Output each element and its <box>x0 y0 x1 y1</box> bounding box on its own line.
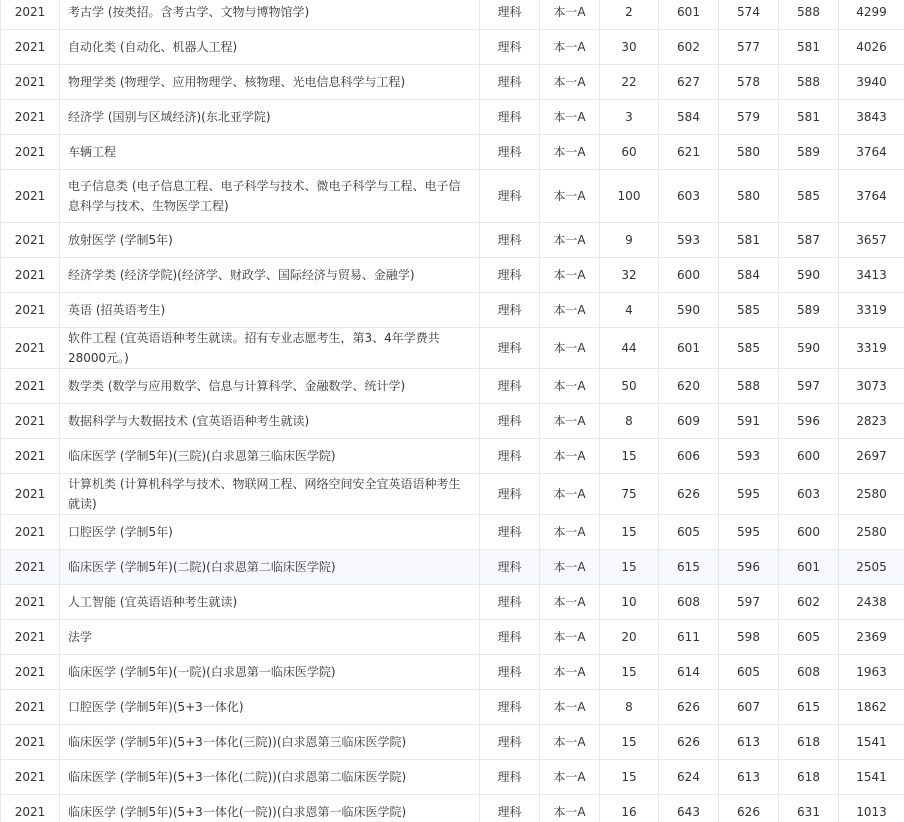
avg-score-cell: 589 <box>779 293 839 328</box>
table-row <box>1 690 904 725</box>
category-cell: 理科 <box>480 258 540 293</box>
category-cell: 理科 <box>480 795 540 822</box>
batch-cell: 本一A <box>540 223 600 258</box>
year-cell: 2021 <box>1 328 60 369</box>
batch-cell: 本一A <box>540 620 600 655</box>
year-cell: 2021 <box>1 0 60 30</box>
avg-score-cell: 618 <box>779 760 839 795</box>
plan-count-cell: 60 <box>600 135 659 170</box>
batch-cell: 本一A <box>540 0 600 30</box>
max-score-cell: 626 <box>659 690 719 725</box>
year-cell: 2021 <box>1 690 60 725</box>
plan-count-cell: 75 <box>600 474 659 515</box>
category-cell: 理科 <box>480 328 540 369</box>
max-score-cell: 621 <box>659 135 719 170</box>
max-score-cell: 624 <box>659 760 719 795</box>
category-cell: 理科 <box>480 550 540 585</box>
min-rank-cell: 2823 <box>839 404 904 439</box>
plan-count-cell: 50 <box>600 369 659 404</box>
batch-cell: 本一A <box>540 170 600 223</box>
min-score-cell: 626 <box>719 795 779 822</box>
batch-cell: 本一A <box>540 725 600 760</box>
avg-score-cell: 631 <box>779 795 839 822</box>
batch-cell: 本一A <box>540 65 600 100</box>
min-score-cell: 588 <box>719 369 779 404</box>
min-rank-cell: 3319 <box>839 293 904 328</box>
category-cell: 理科 <box>480 65 540 100</box>
year-cell: 2021 <box>1 760 60 795</box>
year-cell: 2021 <box>1 135 60 170</box>
min-score-cell: 613 <box>719 760 779 795</box>
min-score-cell: 607 <box>719 690 779 725</box>
year-cell: 2021 <box>1 170 60 223</box>
table-row <box>1 328 904 369</box>
batch-cell: 本一A <box>540 550 600 585</box>
table-row <box>1 30 904 65</box>
avg-score-cell: 596 <box>779 404 839 439</box>
plan-count-cell: 15 <box>600 515 659 550</box>
batch-cell: 本一A <box>540 328 600 369</box>
min-score-cell: 580 <box>719 135 779 170</box>
table-row <box>1 439 904 474</box>
category-cell: 理科 <box>480 369 540 404</box>
table-row <box>1 515 904 550</box>
table-row <box>1 0 904 30</box>
min-score-cell: 596 <box>719 550 779 585</box>
batch-cell: 本一A <box>540 474 600 515</box>
major-cell: 英语 (招英语考生) <box>60 293 480 328</box>
min-rank-cell: 2697 <box>839 439 904 474</box>
min-rank-cell: 2580 <box>839 474 904 515</box>
category-cell: 理科 <box>480 474 540 515</box>
avg-score-cell: 615 <box>779 690 839 725</box>
max-score-cell: 601 <box>659 328 719 369</box>
max-score-cell: 611 <box>659 620 719 655</box>
major-cell: 车辆工程 <box>60 135 480 170</box>
avg-score-cell: 587 <box>779 223 839 258</box>
plan-count-cell: 3 <box>600 100 659 135</box>
table-row <box>1 223 904 258</box>
min-score-cell: 585 <box>719 328 779 369</box>
batch-cell: 本一A <box>540 655 600 690</box>
min-rank-cell: 3413 <box>839 258 904 293</box>
year-cell: 2021 <box>1 795 60 822</box>
avg-score-cell: 605 <box>779 620 839 655</box>
year-cell: 2021 <box>1 585 60 620</box>
min-score-cell: 578 <box>719 65 779 100</box>
min-rank-cell: 1963 <box>839 655 904 690</box>
major-cell: 电子信息类 (电子信息工程、电子科学与技术、微电子科学与工程、电子信息科学与技术、生物医学工程) <box>60 170 480 223</box>
year-cell: 2021 <box>1 30 60 65</box>
year-cell: 2021 <box>1 100 60 135</box>
table-body <box>1 0 904 822</box>
batch-cell: 本一A <box>540 404 600 439</box>
year-cell: 2021 <box>1 404 60 439</box>
year-cell: 2021 <box>1 725 60 760</box>
batch-cell: 本一A <box>540 439 600 474</box>
batch-cell: 本一A <box>540 795 600 822</box>
table-row <box>1 620 904 655</box>
major-cell: 临床医学 (学制5年)(5+3一体化(一院))(白求恩第一临床医学院) <box>60 795 480 822</box>
table-row <box>1 258 904 293</box>
major-cell: 数据科学与大数据技术 (宜英语语种考生就读) <box>60 404 480 439</box>
plan-count-cell: 2 <box>600 0 659 30</box>
year-cell: 2021 <box>1 65 60 100</box>
plan-count-cell: 8 <box>600 690 659 725</box>
min-score-cell: 595 <box>719 515 779 550</box>
major-cell: 口腔医学 (学制5年) <box>60 515 480 550</box>
min-rank-cell: 3940 <box>839 65 904 100</box>
table-row-hovered <box>1 550 904 585</box>
min-rank-cell: 3764 <box>839 135 904 170</box>
category-cell: 理科 <box>480 170 540 223</box>
plan-count-cell: 15 <box>600 725 659 760</box>
min-rank-cell: 2369 <box>839 620 904 655</box>
major-cell: 临床医学 (学制5年)(三院)(白求恩第三临床医学院) <box>60 439 480 474</box>
category-cell: 理科 <box>480 100 540 135</box>
category-cell: 理科 <box>480 655 540 690</box>
year-cell: 2021 <box>1 439 60 474</box>
plan-count-cell: 10 <box>600 585 659 620</box>
major-cell: 临床医学 (学制5年)(一院)(白求恩第一临床医学院) <box>60 655 480 690</box>
major-cell: 计算机类 (计算机科学与技术、物联网工程、网络空间安全宜英语语种考生就读) <box>60 474 480 515</box>
major-cell: 数学类 (数学与应用数学、信息与计算科学、金融数学、统计学) <box>60 369 480 404</box>
max-score-cell: 614 <box>659 655 719 690</box>
max-score-cell: 643 <box>659 795 719 822</box>
plan-count-cell: 15 <box>600 550 659 585</box>
category-cell: 理科 <box>480 620 540 655</box>
major-cell: 自动化类 (自动化、机器人工程) <box>60 30 480 65</box>
min-rank-cell: 3319 <box>839 328 904 369</box>
major-cell: 临床医学 (学制5年)(5+3一体化(二院))(白求恩第二临床医学院) <box>60 760 480 795</box>
year-cell: 2021 <box>1 293 60 328</box>
min-rank-cell: 4026 <box>839 30 904 65</box>
plan-count-cell: 30 <box>600 30 659 65</box>
max-score-cell: 626 <box>659 725 719 760</box>
min-score-cell: 581 <box>719 223 779 258</box>
min-rank-cell: 1541 <box>839 725 904 760</box>
max-score-cell: 609 <box>659 404 719 439</box>
table-row <box>1 369 904 404</box>
max-score-cell: 584 <box>659 100 719 135</box>
min-score-cell: 585 <box>719 293 779 328</box>
category-cell: 理科 <box>480 690 540 725</box>
max-score-cell: 615 <box>659 550 719 585</box>
category-cell: 理科 <box>480 30 540 65</box>
min-score-cell: 591 <box>719 404 779 439</box>
category-cell: 理科 <box>480 0 540 30</box>
avg-score-cell: 588 <box>779 65 839 100</box>
min-rank-cell: 1541 <box>839 760 904 795</box>
batch-cell: 本一A <box>540 760 600 795</box>
max-score-cell: 606 <box>659 439 719 474</box>
max-score-cell: 600 <box>659 258 719 293</box>
year-cell: 2021 <box>1 515 60 550</box>
table-row <box>1 795 904 822</box>
table-row <box>1 170 904 223</box>
max-score-cell: 590 <box>659 293 719 328</box>
table-row <box>1 135 904 170</box>
table-row <box>1 725 904 760</box>
min-score-cell: 605 <box>719 655 779 690</box>
min-score-cell: 574 <box>719 0 779 30</box>
category-cell: 理科 <box>480 404 540 439</box>
min-score-cell: 584 <box>719 258 779 293</box>
avg-score-cell: 608 <box>779 655 839 690</box>
category-cell: 理科 <box>480 760 540 795</box>
major-cell: 软件工程 (宜英语语种考生就读。招有专业志愿考生，第3、4年学费共28000元。) <box>60 328 480 369</box>
min-score-cell: 597 <box>719 585 779 620</box>
major-cell: 法学 <box>60 620 480 655</box>
avg-score-cell: 585 <box>779 170 839 223</box>
avg-score-cell: 600 <box>779 515 839 550</box>
max-score-cell: 620 <box>659 369 719 404</box>
table-row <box>1 293 904 328</box>
plan-count-cell: 15 <box>600 760 659 795</box>
major-cell: 临床医学 (学制5年)(二院)(白求恩第二临床医学院) <box>60 550 480 585</box>
plan-count-cell: 100 <box>600 170 659 223</box>
table-row <box>1 474 904 515</box>
min-score-cell: 580 <box>719 170 779 223</box>
avg-score-cell: 603 <box>779 474 839 515</box>
avg-score-cell: 581 <box>779 30 839 65</box>
table-row <box>1 760 904 795</box>
year-cell: 2021 <box>1 369 60 404</box>
batch-cell: 本一A <box>540 30 600 65</box>
batch-cell: 本一A <box>540 585 600 620</box>
max-score-cell: 602 <box>659 30 719 65</box>
avg-score-cell: 601 <box>779 550 839 585</box>
plan-count-cell: 16 <box>600 795 659 822</box>
max-score-cell: 601 <box>659 0 719 30</box>
plan-count-cell: 44 <box>600 328 659 369</box>
avg-score-cell: 588 <box>779 0 839 30</box>
avg-score-cell: 590 <box>779 258 839 293</box>
avg-score-cell: 618 <box>779 725 839 760</box>
year-cell: 2021 <box>1 474 60 515</box>
batch-cell: 本一A <box>540 258 600 293</box>
major-cell: 经济学类 (经济学院)(经济学、财政学、国际经济与贸易、金融学) <box>60 258 480 293</box>
avg-score-cell: 581 <box>779 100 839 135</box>
min-rank-cell: 2505 <box>839 550 904 585</box>
year-cell: 2021 <box>1 258 60 293</box>
min-rank-cell: 1013 <box>839 795 904 822</box>
batch-cell: 本一A <box>540 690 600 725</box>
min-rank-cell: 3843 <box>839 100 904 135</box>
plan-count-cell: 15 <box>600 655 659 690</box>
plan-count-cell: 15 <box>600 439 659 474</box>
category-cell: 理科 <box>480 515 540 550</box>
min-rank-cell: 3764 <box>839 170 904 223</box>
min-rank-cell: 1862 <box>839 690 904 725</box>
max-score-cell: 608 <box>659 585 719 620</box>
plan-count-cell: 4 <box>600 293 659 328</box>
table-row <box>1 585 904 620</box>
min-rank-cell: 2438 <box>839 585 904 620</box>
batch-cell: 本一A <box>540 293 600 328</box>
plan-count-cell: 22 <box>600 65 659 100</box>
max-score-cell: 593 <box>659 223 719 258</box>
avg-score-cell: 602 <box>779 585 839 620</box>
major-cell: 考古学 (按类招。含考古学、文物与博物馆学) <box>60 0 480 30</box>
table-row <box>1 100 904 135</box>
batch-cell: 本一A <box>540 515 600 550</box>
min-rank-cell: 2580 <box>839 515 904 550</box>
avg-score-cell: 600 <box>779 439 839 474</box>
category-cell: 理科 <box>480 293 540 328</box>
batch-cell: 本一A <box>540 369 600 404</box>
min-score-cell: 598 <box>719 620 779 655</box>
max-score-cell: 603 <box>659 170 719 223</box>
category-cell: 理科 <box>480 223 540 258</box>
year-cell: 2021 <box>1 655 60 690</box>
plan-count-cell: 32 <box>600 258 659 293</box>
category-cell: 理科 <box>480 439 540 474</box>
min-score-cell: 579 <box>719 100 779 135</box>
batch-cell: 本一A <box>540 100 600 135</box>
table-row <box>1 65 904 100</box>
batch-cell: 本一A <box>540 135 600 170</box>
min-score-cell: 595 <box>719 474 779 515</box>
min-score-cell: 593 <box>719 439 779 474</box>
max-score-cell: 626 <box>659 474 719 515</box>
major-cell: 口腔医学 (学制5年)(5+3一体化) <box>60 690 480 725</box>
category-cell: 理科 <box>480 585 540 620</box>
plan-count-cell: 8 <box>600 404 659 439</box>
year-cell: 2021 <box>1 620 60 655</box>
min-rank-cell: 3073 <box>839 369 904 404</box>
major-cell: 经济学 (国别与区域经济)(东北亚学院) <box>60 100 480 135</box>
major-cell: 物理学类 (物理学、应用物理学、核物理、光电信息科学与工程) <box>60 65 480 100</box>
plan-count-cell: 20 <box>600 620 659 655</box>
table-row <box>1 655 904 690</box>
max-score-cell: 627 <box>659 65 719 100</box>
avg-score-cell: 597 <box>779 369 839 404</box>
table-row <box>1 404 904 439</box>
min-rank-cell: 3657 <box>839 223 904 258</box>
major-cell: 放射医学 (学制5年) <box>60 223 480 258</box>
plan-count-cell: 9 <box>600 223 659 258</box>
min-score-cell: 613 <box>719 725 779 760</box>
min-score-cell: 577 <box>719 30 779 65</box>
max-score-cell: 605 <box>659 515 719 550</box>
major-cell: 临床医学 (学制5年)(5+3一体化(三院))(白求恩第三临床医学院) <box>60 725 480 760</box>
major-cell: 人工智能 (宜英语语种考生就读) <box>60 585 480 620</box>
category-cell: 理科 <box>480 725 540 760</box>
avg-score-cell: 590 <box>779 328 839 369</box>
year-cell: 2021 <box>1 550 60 585</box>
avg-score-cell: 589 <box>779 135 839 170</box>
min-rank-cell: 4299 <box>839 0 904 30</box>
year-cell: 2021 <box>1 223 60 258</box>
category-cell: 理科 <box>480 135 540 170</box>
